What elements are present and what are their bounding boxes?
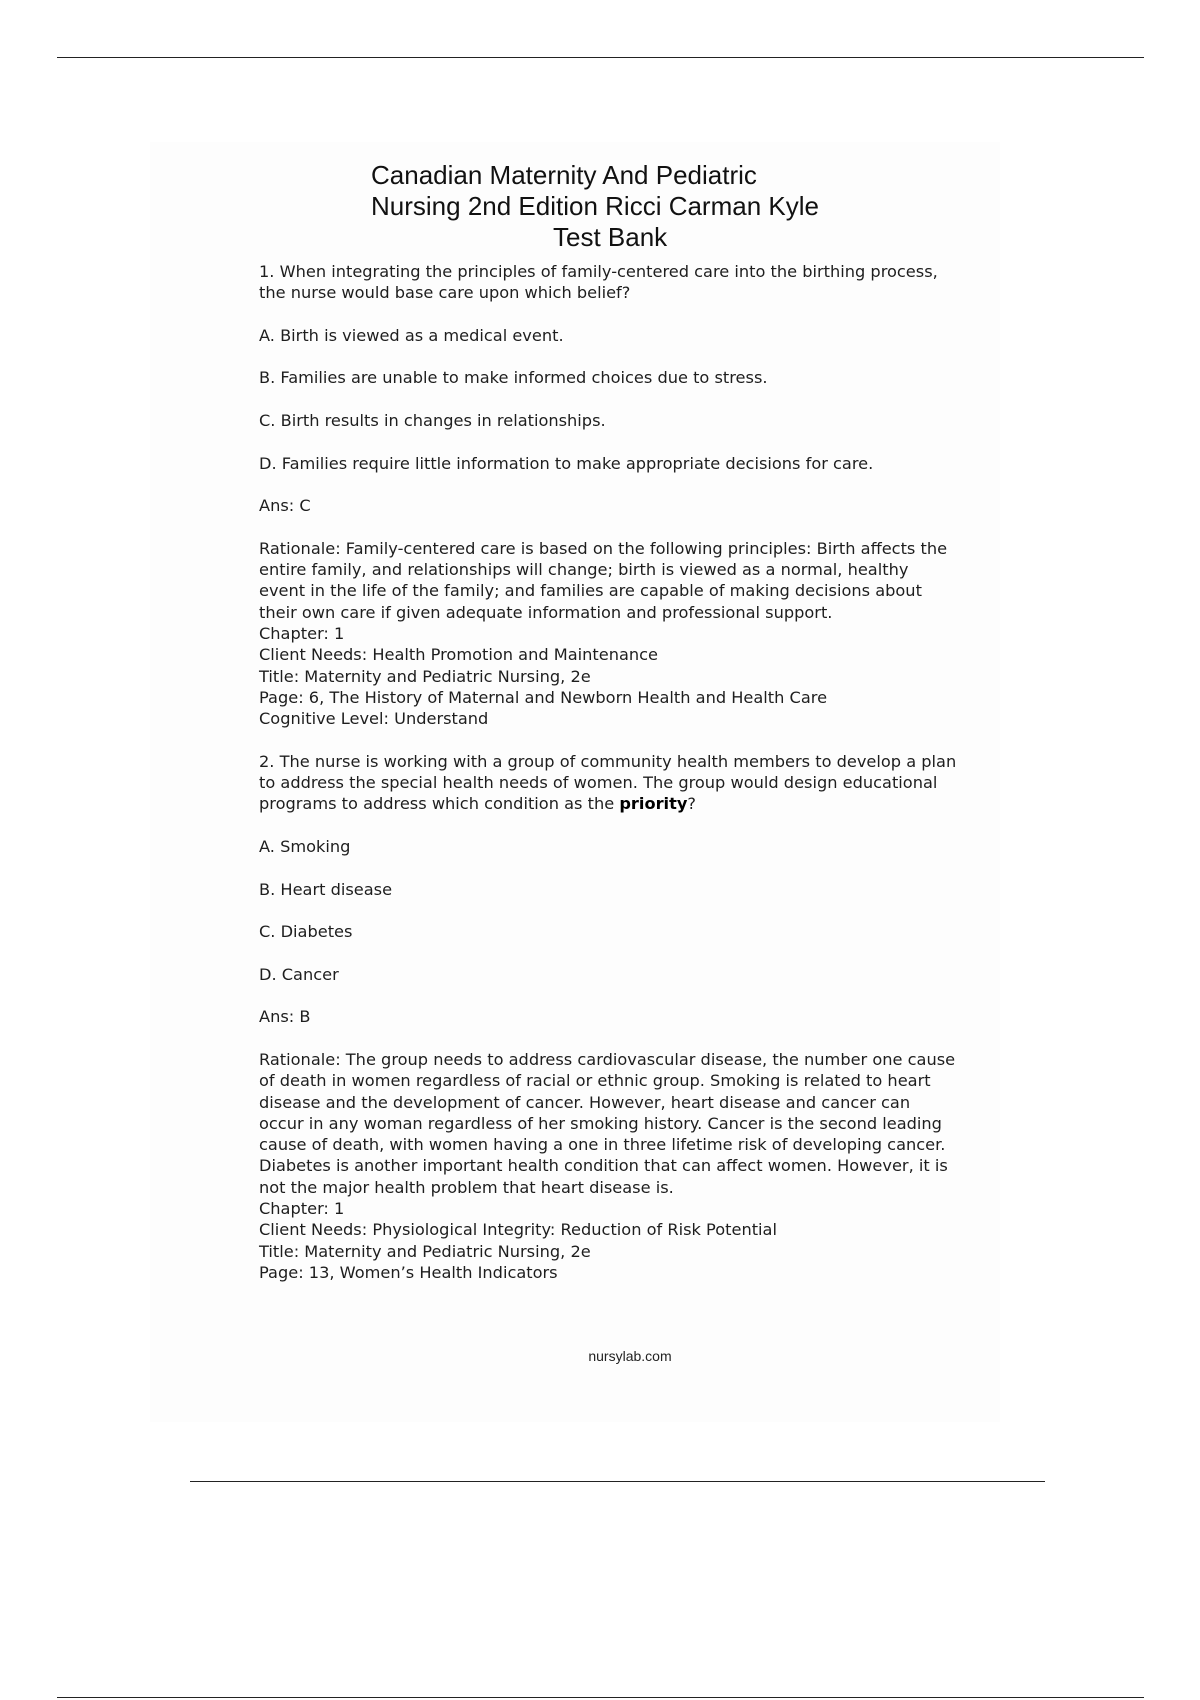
q2-page: Page: 13, Women’s Health Indicators — [259, 1262, 558, 1282]
q2-client-needs: Client Needs: Physiological Integrity: Reduction of Risk Potential — [259, 1220, 777, 1240]
q2-book-title: Title: Maternity and Pediatric Nursing, 2e — [259, 1241, 591, 1261]
document-body — [259, 261, 959, 1283]
page-footer — [150, 1348, 1110, 1364]
q2-stem — [259, 751, 959, 815]
document-page — [150, 142, 1000, 1422]
q1-cognitive-level: Cognitive Level: Understand — [259, 709, 489, 729]
page-end-divider — [190, 1481, 1045, 1482]
q2-option-c: C. Diabetes — [259, 922, 353, 942]
document-title — [150, 160, 1000, 253]
title-line-3: Test Bank — [553, 222, 668, 252]
title-line-2: Nursing 2nd Edition Ricci Carman Kyle — [371, 191, 819, 221]
q1-rationale: Rationale: Family-centered care is based on the following principles: Birth affects the entire family, and relationships will change; birth is viewed as a normal, healthy event in the life of the family; and families are capable of making decisions about their own care if given adequate information and professional support. — [259, 538, 948, 622]
q1-page: Page: 6, The History of Maternal and Newborn Health and Health Care — [259, 687, 828, 707]
q1-client-needs: Client Needs: Health Promotion and Maintenance — [259, 645, 658, 665]
q1-stem: 1. When integrating the principles of family-centered care into the birthing process, the nurse would base care upon which belief? — [259, 262, 938, 303]
q1-answer: Ans: C — [259, 496, 311, 516]
q2-stem-end: ? — [687, 794, 696, 814]
q1-chapter: Chapter: 1 — [259, 624, 345, 644]
q2-option-b: B. Heart disease — [259, 879, 393, 899]
q1-book-title: Title: Maternity and Pediatric Nursing, 2e — [259, 666, 591, 686]
q2-chapter: Chapter: 1 — [259, 1199, 345, 1219]
q1-option-a: A. Birth is viewed as a medical event. — [259, 325, 564, 345]
q2-option-a: A. Smoking — [259, 837, 351, 857]
q1-option-d: D. Families require little information to make appropriate decisions for care. — [259, 453, 874, 473]
q2-answer: Ans: B — [259, 1007, 311, 1027]
q1-option-b: B. Families are unable to make informed choices due to stress. — [259, 368, 768, 388]
q2-option-d: D. Cancer — [259, 964, 339, 984]
top-divider — [57, 57, 1144, 58]
title-line-1: Canadian Maternity And Pediatric — [371, 160, 757, 190]
q2-rationale: Rationale: The group needs to address cardiovascular disease, the number one cause of death in women regardless of racial or ethnic group. Smoking is related to heart disease and the development of cancer. However, heart disease and cancer can occur in any woman regardless of her smoking history. Cancer is the second leading cause of death, with women having a one in three lifetime risk of developing cancer. Diabetes is another important health condition that can affect women. However, it is not the major health problem that heart disease is. — [259, 1049, 956, 1197]
q2-stem-text: 2. The nurse is working with a group of community health members to develop a plan to address the special health needs of women. The group would design educational programs to address which condition as the — [259, 751, 957, 814]
footer-site: nursylab.com — [588, 1348, 672, 1364]
bottom-divider — [57, 1697, 1144, 1698]
q1-option-c: C. Birth results in changes in relationships. — [259, 411, 606, 431]
q2-stem-emphasis: priority — [619, 794, 688, 814]
